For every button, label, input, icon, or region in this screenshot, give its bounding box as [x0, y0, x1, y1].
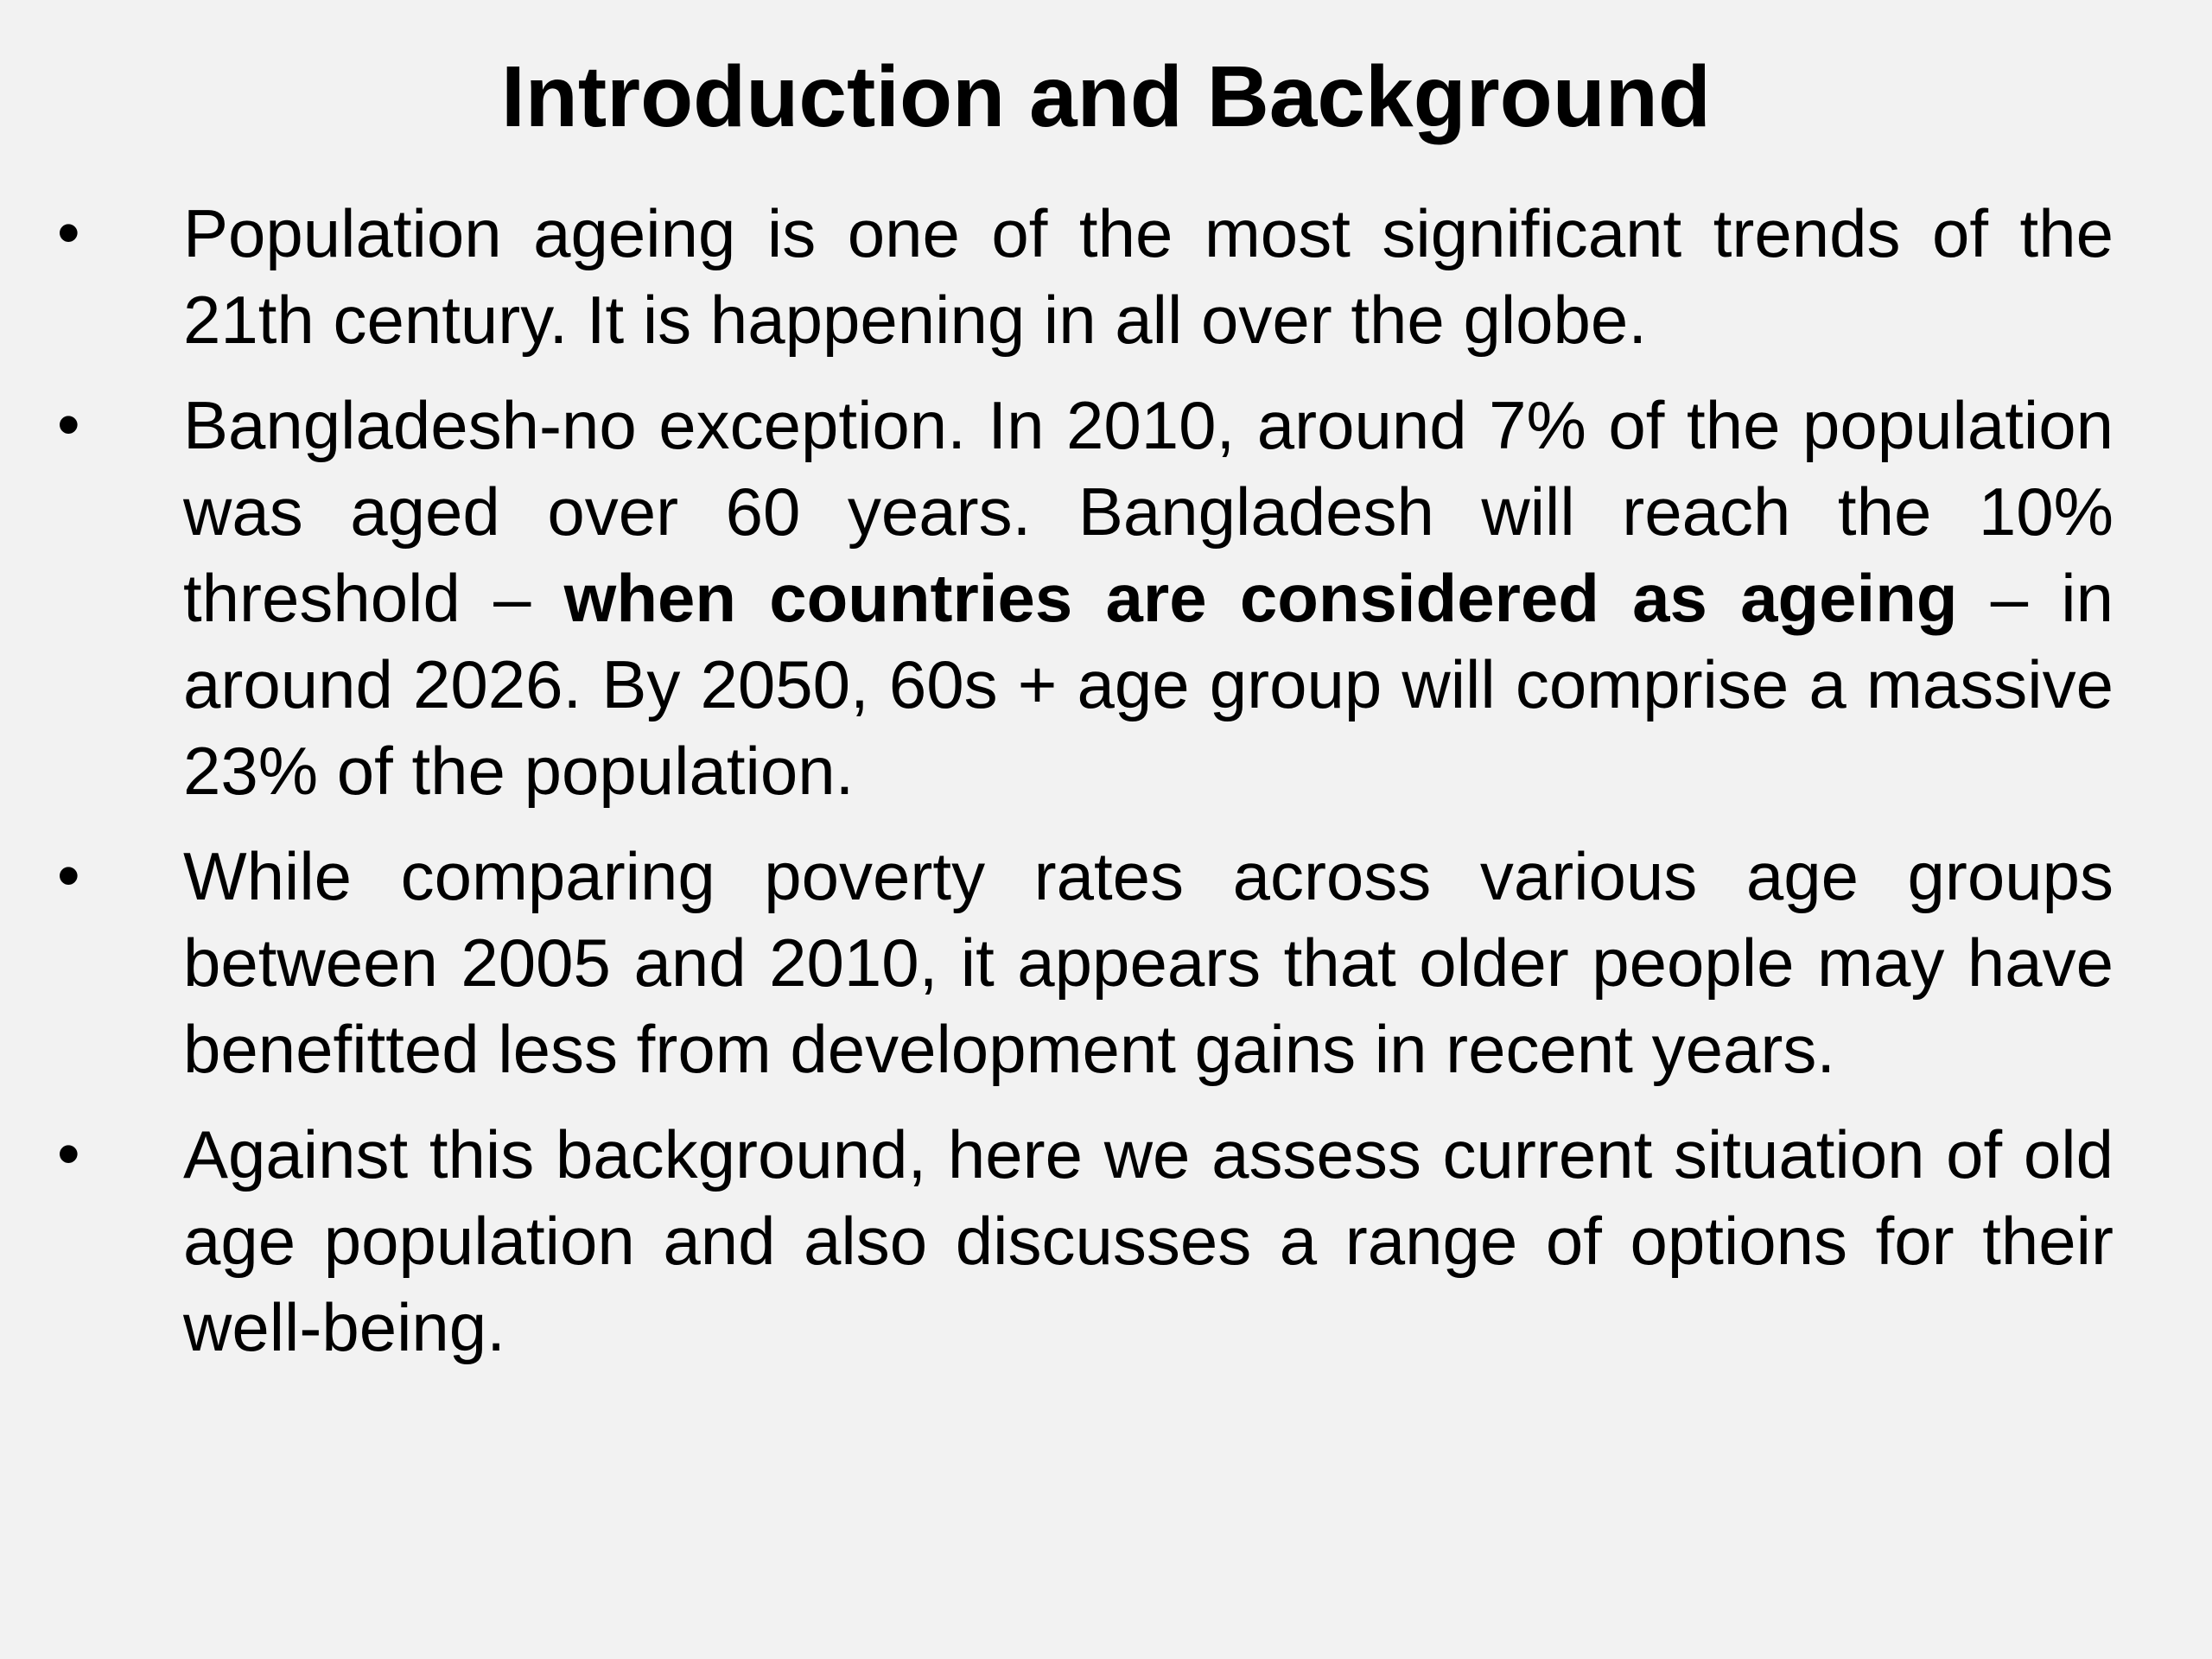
- bullet-text-segment: – in around 2026. By 2050, 60s + age group will comprise a massive 23% of the population.: [183, 560, 2114, 809]
- bullet-text: Population ageing is one of the most significant trends of the 21th century. It is happening in all over the globe.: [183, 195, 2113, 358]
- bullet-icon: •: [57, 388, 80, 461]
- bullet-text: Against this background, here we assess current situation of old age population and also discusses a range of options for their well-being.: [183, 1116, 2113, 1365]
- bullet-text: While comparing poverty rates across various age groups between 2005 and 2010, it appears that older people may have benefitted less from development gains in recent years.: [183, 838, 2113, 1087]
- bullet-icon: •: [57, 1117, 80, 1191]
- bullet-text: [183, 382, 2113, 814]
- bullet-icon: •: [57, 196, 80, 270]
- bullet-text-segment: Bangladesh-no exception. In 2010, around 7% of the population was aged over 60 years. Bangladesh will reach the 10% threshold –: [183, 387, 2113, 636]
- bullet-icon: •: [57, 839, 80, 912]
- bullet-item-poverty: [0, 833, 2212, 1092]
- bullet-list: [0, 190, 2212, 1389]
- bullet-item-bangladesh: [0, 382, 2212, 814]
- bullet-text-emphasis: when countries are considered as ageing: [563, 560, 1958, 636]
- slide-title: Introduction and Background: [501, 48, 1711, 145]
- bullet-item-ageing-trend: [0, 190, 2212, 363]
- bullet-item-assessment: [0, 1111, 2212, 1370]
